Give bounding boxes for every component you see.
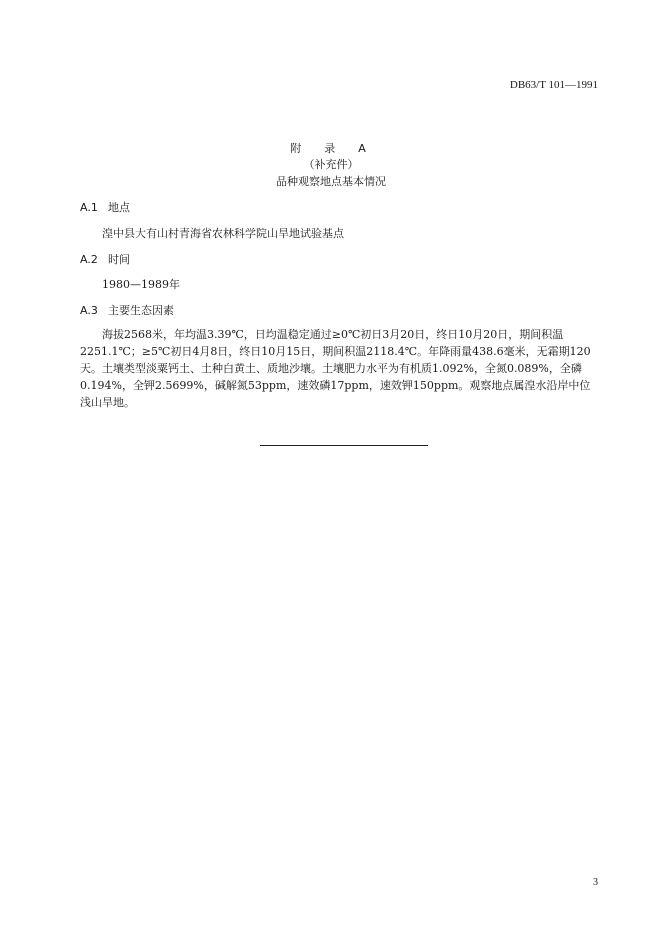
section-title: 时间 [108,253,130,266]
section-heading-a2 [80,251,130,267]
appendix-title: 附 录 A [290,142,372,155]
section-body-a1: 湟中县大有山村青海省农林科学院山旱地试验基点 [102,227,344,240]
page-number: 3 [593,877,598,888]
section-number: A.3 [80,304,98,317]
section-heading-a1 [80,199,130,215]
appendix-subtitle: （补充件） [303,158,359,171]
section-body-a2: 1980—1989年 [102,278,180,291]
appendix-heading: 品种观察地点基本情况 [276,175,386,188]
section-title: 地点 [108,201,130,214]
section-heading-a3 [80,302,174,318]
section-number: A.2 [80,253,98,266]
document-code: DB63/T 101—1991 [509,79,598,91]
section-body-a3: 海拔2568米，年均温3.39℃，日均温稳定通过≥0℃初日3月20日，终日10月20日，期间积温2251.1℃；≥5℃初日4月8日，终日10月15日，期间积温2118.4℃。年降雨量438.6毫米，无霜期120天。土壤类型淡粟钙土、土种白黄土、质地沙壤。土壤肥力水平为有机质1.092%，全氮0.089%，全磷0.194%，全钾2.5699%，碱解氮53ppm，速效磷17ppm，速效钾150ppm。观察地点属湟水沿岸中位浅山旱地。 [80,328,591,409]
section-number: A.1 [80,201,98,214]
section-title: 主要生态因素 [108,304,174,317]
end-rule [260,445,428,446]
